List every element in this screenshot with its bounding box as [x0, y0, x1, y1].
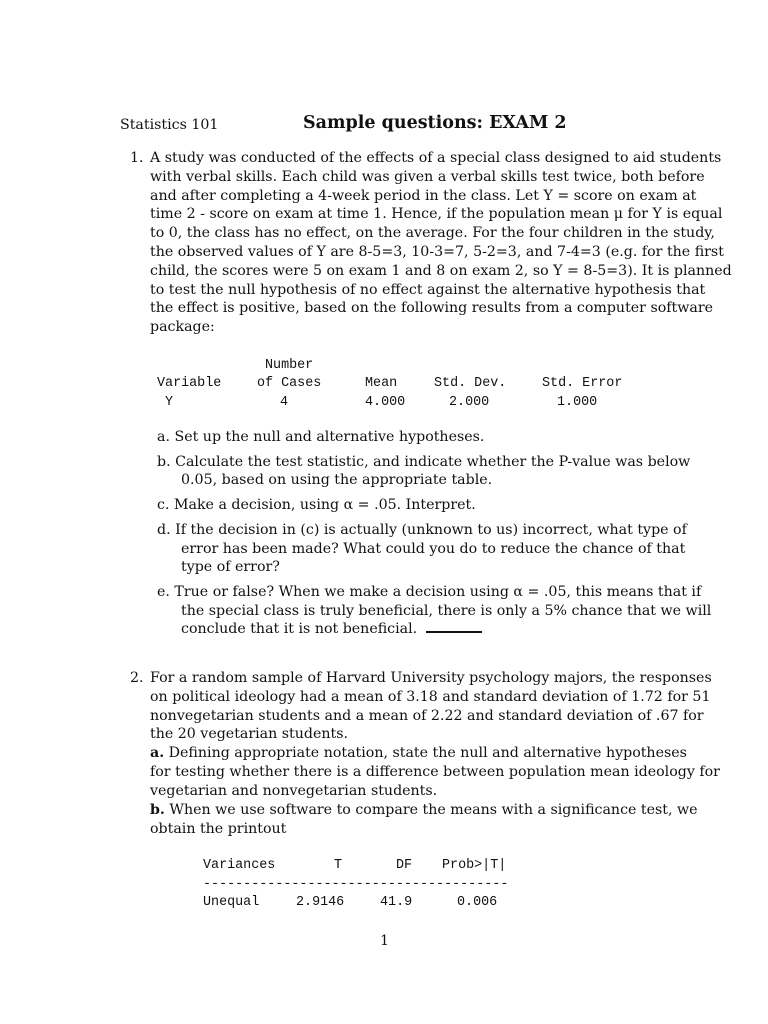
q1-table-header-top: Number: [265, 358, 314, 373]
page-title: Sample questions: EXAM 2: [303, 113, 567, 133]
q1-line: with verbal skills. Each child was given a verbal skills test twice, both before: [150, 168, 705, 185]
q2-part-b-text: When we use software to compare the means with a significance test, we: [169, 802, 698, 818]
q1-line: A study was conducted of the effects of a special class designed to aid students: [150, 150, 722, 166]
q1-table-header-variable: Variable: [157, 376, 222, 391]
q1-table-cell-cases: 4: [280, 395, 289, 410]
q2-table-header-variances: Variances: [203, 858, 276, 873]
q1-part-e-last: [181, 620, 482, 638]
answer-blank[interactable]: [426, 621, 482, 633]
q2-part-a-text: Defining appropriate notation, state the null and alternative hypotheses: [168, 745, 687, 761]
q1-line: to 0, the class has no effect, on the average. For the four children in the study,: [150, 225, 715, 242]
q2-part-a-line: for testing whether there is a difference between population mean ideology for: [150, 763, 720, 780]
question-1-number: 1.: [130, 150, 144, 166]
q2-line: on political ideology had a mean of 3.18 and standard deviation of 1.72 for 51: [150, 688, 711, 705]
q1-table-cell-variable: Y: [165, 395, 174, 410]
q1-part-e: [157, 583, 702, 602]
q2-table-rule: --------------------------------------: [203, 877, 509, 892]
q2-table-cell-df: 41.9: [380, 895, 413, 910]
q2-part-b-label: b.: [150, 802, 165, 818]
q1-line: time 2 - score on exam at time 1. Hence, if the population mean μ for Y is equal: [150, 206, 723, 223]
q1-table-cell-stderr: 1.000: [557, 395, 598, 410]
q1-line: and after completing a 4-week period in the class. Let Y = score on exam at: [150, 187, 697, 204]
q1-table-header-stddev: Std. Dev.: [434, 376, 507, 391]
q1-table-header-mean: Mean: [365, 376, 398, 391]
q2-part-b-line: obtain the printout: [150, 820, 287, 837]
q1-part-d-line: error has been made? What could you do to reduce the chance of that: [181, 541, 686, 557]
q1-part-e-cont: [181, 602, 712, 621]
q1-part-b: [157, 453, 691, 472]
q1-part-d-line: type of error?: [181, 559, 280, 575]
q2-line: For a random sample of Harvard University psychology majors, the responses: [150, 670, 712, 686]
q2-part-a: [150, 744, 720, 800]
q1-part-e-line: e. True or false? When we make a decision using α = .05, this means that if: [157, 584, 702, 600]
question-2-number: 2.: [130, 670, 144, 686]
question-2-text: [150, 669, 712, 744]
q1-part-a: a. Set up the null and alternative hypotheses.: [157, 429, 485, 445]
page-number: 1: [380, 933, 390, 949]
q2-table-cell-variances: Unequal: [203, 895, 260, 910]
q1-table-header-stderr: Std. Error: [542, 376, 623, 391]
q2-part-b-line: [150, 801, 698, 820]
q1-part-e-line: conclude that it is not beneficial.: [181, 621, 418, 637]
q2-part-a-label: a.: [150, 745, 165, 761]
q2-table-cell-prob: 0.006: [457, 895, 498, 910]
q1-part-e-line: the special class is truly beneficial, there is only a 5% chance that we will: [181, 603, 712, 619]
q1-line: the observed values of Y are 8-5=3, 10-3=7, 5-2=3, and 7-4=3 (e.g. for the first: [150, 243, 724, 260]
q1-part-b-line: b. Calculate the test statistic, and indicate whether the P-value was below: [157, 454, 691, 470]
q1-table-cell-stddev: 2.000: [449, 395, 490, 410]
q2-line: nonvegetarian students and a mean of 2.22 and standard deviation of .67 for: [150, 707, 704, 724]
q2-table-cell-t: 2.9146: [296, 895, 345, 910]
q1-table-header-cases: of Cases: [257, 376, 322, 391]
q2-table-header-t: T: [334, 858, 343, 873]
q1-line: package:: [150, 319, 215, 336]
q2-table-header-prob: Prob>|T|: [442, 858, 507, 873]
q1-part-d: [157, 521, 687, 540]
q2-line: the 20 vegetarian students.: [150, 726, 349, 743]
q2-part-a-line: vegetarian and nonvegetarian students.: [150, 782, 438, 799]
q1-line: to test the null hypothesis of no effect against the alternative hypothesis that: [150, 281, 706, 298]
q1-part-d-cont: [181, 540, 686, 559]
q2-part-a-line: [150, 744, 687, 763]
course-name: Statistics 101: [120, 117, 219, 133]
question-1-text: [150, 149, 732, 337]
q2-part-b: [150, 801, 698, 839]
q1-part-b-line: 0.05, based on using the appropriate table.: [181, 472, 493, 488]
q1-line: child, the scores were 5 on exam 1 and 8 on exam 2, so Y = 8-5=3). It is planned: [150, 262, 732, 279]
q1-part-c: c. Make a decision, using α = .05. Interpret.: [157, 497, 476, 513]
q1-part-d-line: d. If the decision in (c) is actually (unknown to us) incorrect, what type of: [157, 522, 687, 538]
q1-table-cell-mean: 4.000: [365, 395, 406, 410]
q2-table-header-df: DF: [396, 858, 413, 873]
q1-line: the effect is positive, based on the following results from a computer software: [150, 300, 714, 317]
